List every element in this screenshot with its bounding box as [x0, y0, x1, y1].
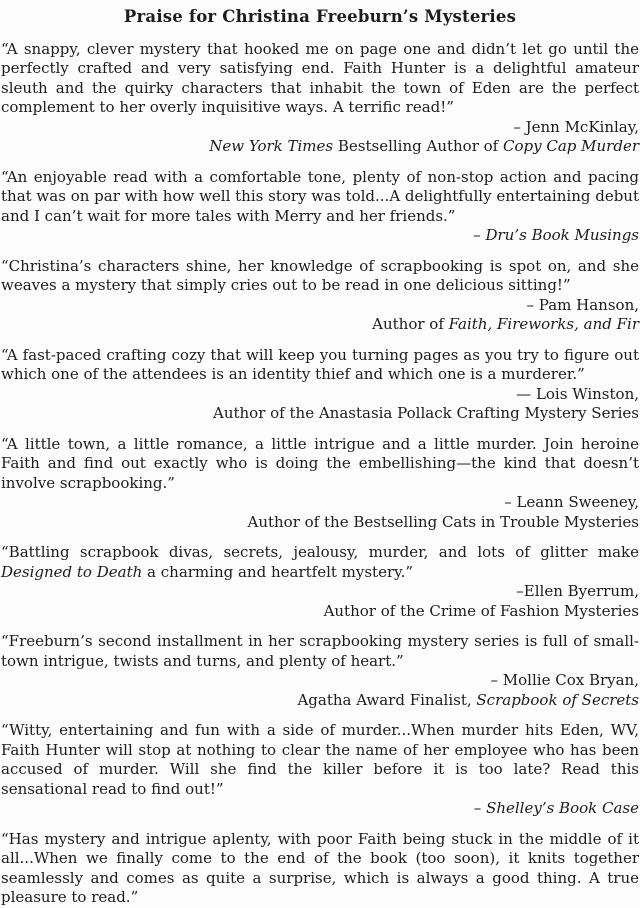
blurb-quote: “An enjoyable read with a comfortable tone, plenty of non-stop action and pacing that was on par with how well this story was told...A delightfully entertaining debut and I can’t wait for more tales with Merry and her friends.”	[1, 167, 639, 225]
blurb-attribution	[1, 799, 639, 819]
praise-blurb	[1, 435, 639, 533]
praise-blurb	[1, 543, 639, 621]
praise-list	[1, 40, 639, 908]
blurb-quote: “Battling scrapbook divas, secrets, jealousy, murder, and lots of glitter make Designed to Death a charming and heartfelt mystery.”	[1, 543, 639, 581]
attribution-line: – Dru’s Book Musings	[473, 226, 639, 244]
praise-blurb	[1, 168, 639, 246]
praise-blurb	[1, 346, 639, 424]
attribution-line: – Mollie Cox Bryan,	[490, 671, 639, 689]
blurb-quote: “Witty, entertaining and fun with a side of murder...When murder hits Eden, WV, Faith Hunter will stop at nothing to clear the name of her employee who has been accused of murder. Will she find the killer before it is too late? Read this sensational read to find out!”	[1, 721, 639, 798]
blurb-attribution	[1, 493, 639, 532]
attribution-line: Author of the Crime of Fashion Mysteries	[323, 601, 639, 620]
attribution-line: Author of the Anastasia Pollack Crafting Mystery Series	[213, 404, 639, 422]
blurb-attribution	[1, 226, 639, 246]
praise-blurb	[1, 40, 639, 157]
blurb-quote: “Has mystery and intrigue aplenty, with poor Faith being stuck in the middle of it all...When we finally come to the end of the book (too soon), it knits together seamlessly and comes as quite a surprise, which is always a good thing. A true pleasure to read.”	[1, 829, 639, 906]
praise-page	[0, 7, 640, 908]
attribution-line: Author of Faith, Fireworks, and Fir	[372, 315, 639, 333]
blurb-attribution	[1, 385, 639, 424]
blurb-quote: “Christina’s characters shine, her knowledge of scrapbooking is spot on, and she weaves a mystery that simply cries out to be read in one delicious sitting!”	[1, 256, 639, 294]
attribution-line: — Lois Winston,	[516, 384, 639, 403]
page-title: Praise for Christina Freeburn’s Mysteries	[123, 7, 517, 26]
blurb-quote: “A snappy, clever mystery that hooked me on page one and didn’t let go until the perfectly crafted and very satisfying end. Faith Hunter is a delightful amateur sleuth and the quirky characters that inhabit the town of Eden are the perfect complement to her overly inquisitive ways. A terrific read!”	[1, 39, 639, 116]
attribution-line: – Shelley’s Book Case	[473, 799, 639, 817]
blurb-attribution	[1, 296, 639, 335]
praise-blurb	[1, 830, 639, 908]
blurb-attribution	[1, 118, 639, 157]
attribution-line: – Jenn McKinlay,	[513, 117, 639, 136]
blurb-quote: “A fast-paced crafting cozy that will keep you turning pages as you try to figure out which one of the attendees is an identity thief and which one is a murderer.”	[1, 345, 639, 383]
attribution-line: –Ellen Byerrum,	[516, 582, 639, 600]
attribution-line: – Pam Hanson,	[526, 295, 639, 314]
blurb-quote: “A little town, a little romance, a little intrigue and a little murder. Join heroine Faith and find out exactly who is doing the embellishing—the kind that doesn’t involve scrapbooking.”	[1, 434, 639, 492]
attribution-line: Agatha Award Finalist, Scrapbook of Secrets	[297, 690, 639, 709]
praise-blurb	[1, 721, 639, 819]
praise-blurb	[1, 632, 639, 710]
attribution-line: Author of the Bestselling Cats in Trouble Mysteries	[247, 512, 639, 531]
attribution-line: – Leann Sweeney,	[504, 493, 639, 511]
blurb-quote: “Freeburn’s second installment in her scrapbooking mystery series is full of small-town intrigue, twists and turns, and plenty of heart.”	[1, 632, 639, 670]
attribution-line: New York Times Bestselling Author of Copy Cap Murder	[209, 137, 639, 155]
blurb-attribution	[1, 582, 639, 621]
praise-blurb	[1, 257, 639, 335]
blurb-attribution	[1, 671, 639, 710]
